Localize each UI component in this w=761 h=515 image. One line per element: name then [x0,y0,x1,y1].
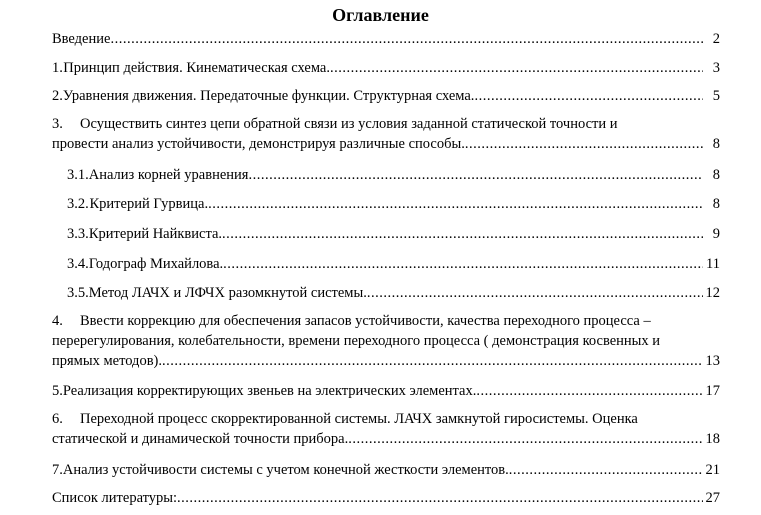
toc-entry-text-line1: Переходной процесс скорректированной системы. ЛАЧХ замкнутой гиросистемы. Оценка [80,411,638,427]
toc-page-number: 13 [705,353,720,369]
toc-page-number: 5 [712,88,720,104]
toc-page-number: 2 [712,31,720,47]
toc-entry-number: 6. [52,411,63,427]
toc-page-number: 9 [712,226,720,242]
toc-page-number: 12 [705,285,720,301]
toc-page-number: 8 [712,167,720,183]
toc-entry-1[interactable] [52,58,720,78]
dot-leader [222,224,703,244]
toc-page-number: 27 [705,490,720,506]
toc-entry-text: Годограф Михайлова. [88,256,224,272]
toc-page-number: 18 [705,431,720,447]
toc-page-number: 17 [705,383,720,399]
toc-entry-text-line2: перерегулирования, колебательности, времени переходного процесса ( демонстрация косвенных и [52,333,661,349]
toc-entry-3-3[interactable] [67,224,720,244]
toc-entry-3-4[interactable] [67,254,720,274]
toc-entry-text: провести анализ устойчивости, демонстрируя различные способы. [52,136,465,152]
dot-leader [348,429,702,449]
toc-entry-text: Метод ЛАЧХ и ЛФЧХ разомкнутой системы. [88,285,367,301]
toc-entry-number: 1. [52,60,63,76]
dot-leader [177,488,702,508]
dot-leader [110,29,703,49]
toc-entry-text: Введение [52,31,111,47]
toc-entry-text: Критерий Гурвица. [89,196,209,212]
toc-entry-number: 3.3. [67,226,89,242]
dot-leader [223,254,703,274]
toc-entry-text: Уравнения движения. Передаточные функции. Структурная схема. [62,88,475,104]
toc-title: Оглавление [332,5,429,25]
toc-page-number: 8 [712,196,720,212]
toc-entry-number: 3.2. [67,196,89,212]
toc-page-number: 3 [712,60,720,76]
toc-entry-references[interactable] [52,488,720,508]
toc-entry-text: Список литературы: [52,490,178,506]
dot-leader [474,86,703,106]
dot-leader [208,194,703,214]
dot-leader [476,381,702,401]
toc-entry-7[interactable] [52,460,720,480]
toc-entry-number: 2. [52,88,63,104]
toc-entry-2[interactable] [52,86,720,106]
toc-entry-3-2[interactable] [67,194,720,214]
toc-entry-4[interactable] [52,311,720,371]
toc-entry-3[interactable] [52,114,720,154]
dot-leader [465,134,703,154]
toc-entry-text-line1: Осуществить синтез цепи обратной связи из условия заданной статической точности и [80,116,618,132]
toc-entry-number: 3.5. [67,285,89,301]
toc-entry-introduction[interactable] [52,29,720,49]
dot-leader [248,165,703,185]
toc-entry-text: Реализация корректирующих звеньев на электрических элементах. [62,383,477,399]
toc-entry-text: Анализ устойчивости системы с учетом конечной жесткости элементов. [62,462,509,478]
toc-entry-text: Критерий Найквиста. [88,226,223,242]
toc-entry-text-line1: Ввести коррекцию для обеспечения запасов устойчивости, качества переходного процесса – [80,313,651,329]
toc-entry-number: 5. [52,383,63,399]
toc-entry-3-1[interactable] [67,165,720,185]
toc-entry-number: 4. [52,313,63,329]
toc-entry-5[interactable] [52,381,720,401]
toc-page-number: 11 [706,256,720,272]
toc-entry-3-5[interactable] [67,283,720,303]
dot-leader [367,283,703,303]
toc-entry-number: 7. [52,462,63,478]
dot-leader [330,58,703,78]
toc-page-number: 8 [712,136,720,152]
dot-leader [509,460,703,480]
toc-entry-6[interactable] [52,409,720,449]
toc-entry-text: Принцип действия. Кинематическая схема. [63,60,330,76]
dot-leader [162,351,703,371]
toc-entry-text: Анализ корней уравнения [88,167,249,183]
toc-entry-number: 3. [52,116,63,132]
toc-entry-text: прямых методов). [52,353,162,369]
toc-page-number: 21 [705,462,720,478]
toc-entry-number: 3.1. [67,167,89,183]
toc-entry-text: статической и динамической точности прибора. [52,431,349,447]
toc-entry-number: 3.4. [67,256,89,272]
